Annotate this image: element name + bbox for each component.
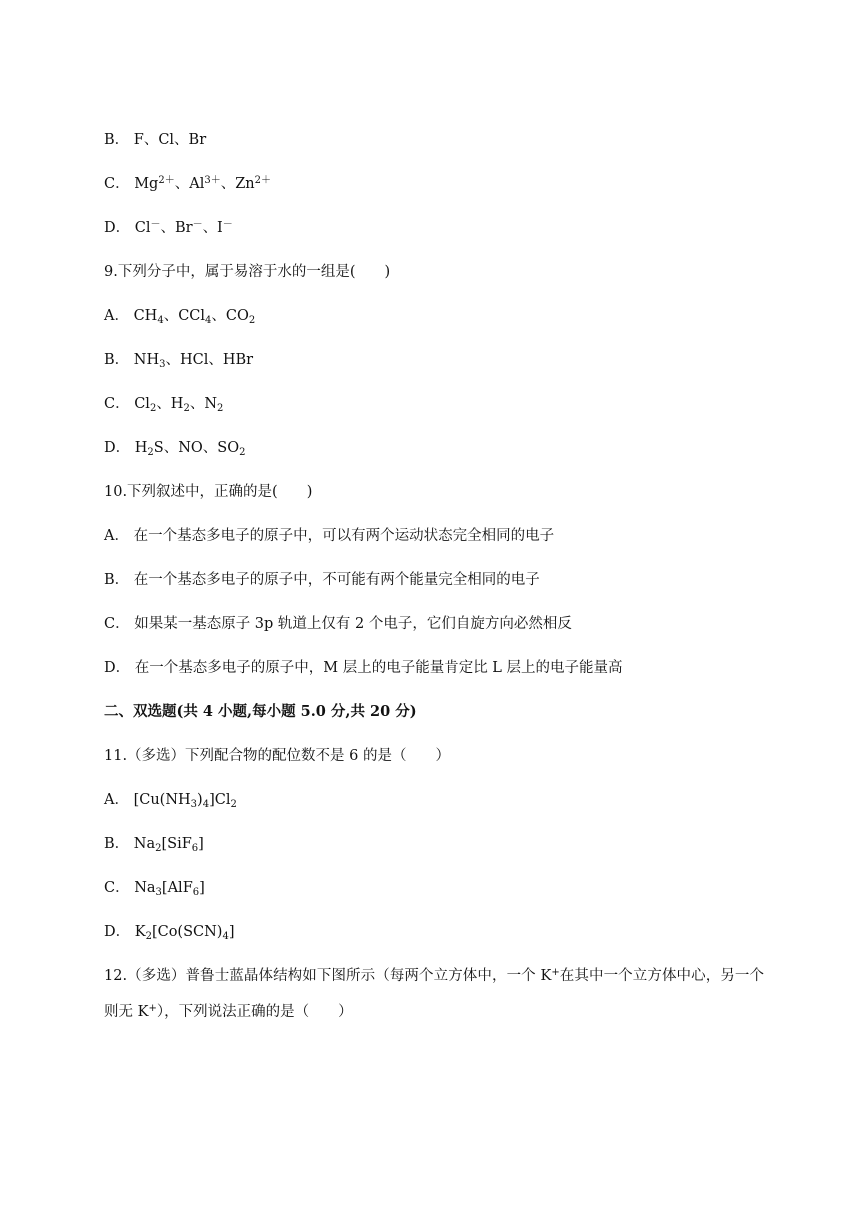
q9-option-d[interactable]: D． $H_2S$、NO、$SO_2$ — [104, 440, 246, 458]
q11-stem: 11.（多选）下列配合物的配位数不是 6 的是（ ） — [104, 748, 451, 764]
q10-option-b[interactable]: B． 在一个基态多电子的原子中，不可能有两个能量完全相同的电子 — [104, 572, 540, 588]
q12-stem: 12.（多选）普鲁士蓝晶体结构如下图所示（每两个立方体中，一个 K+在其中一个立方体中心，另一个则无 K+），下列说法正确的是（ ） — [104, 967, 765, 1020]
q9-stem: 9.下列分子中，属于易溶于水的一组是( ) — [104, 264, 391, 280]
q10-option-c[interactable]: C． 如果某一基态原子 3p 轨道上仅有 2 个电子，它们自旋方向必然相反 — [104, 616, 572, 632]
q11-option-c[interactable]: C． $Na_3[AlF_6]$ — [104, 880, 205, 898]
q10-option-d[interactable]: D． 在一个基态多电子的原子中，M 层上的电子能量肯定比 L 层上的电子能量高 — [104, 660, 623, 676]
q9-option-b[interactable]: B． $NH_3$、HCl、HBr — [104, 352, 254, 370]
q8-option-d[interactable]: D． Cl－、Br－、I－ — [104, 219, 233, 236]
q11-option-a[interactable]: A． $[Cu(NH_3)_4]Cl_2$ — [104, 792, 237, 810]
q8-option-b[interactable]: B． F、Cl、Br — [104, 132, 207, 148]
q10-option-a[interactable]: A． 在一个基态多电子的原子中，可以有两个运动状态完全相同的电子 — [104, 528, 555, 544]
q10-stem: 10.下列叙述中，正确的是( ) — [104, 484, 313, 500]
q11-option-d[interactable]: D． $K_2[Co(SCN)_4]$ — [104, 924, 235, 942]
q9-option-c[interactable]: C． $Cl_2$、$H_2$、$N_2$ — [104, 396, 224, 414]
section-heading: 二、双选题(共 4 小题,每小题 5.0 分,共 20 分) — [104, 703, 417, 720]
q11-option-b[interactable]: B． $Na_2[SiF_6]$ — [104, 836, 204, 854]
q8-option-c[interactable]: C． $Mg^{2+}$、$Al^{3+}$、$Zn^{2+}$ — [104, 175, 271, 192]
q9-option-a[interactable]: A． $CH_4$、CCl$_4$、$CO_2$ — [104, 308, 256, 326]
